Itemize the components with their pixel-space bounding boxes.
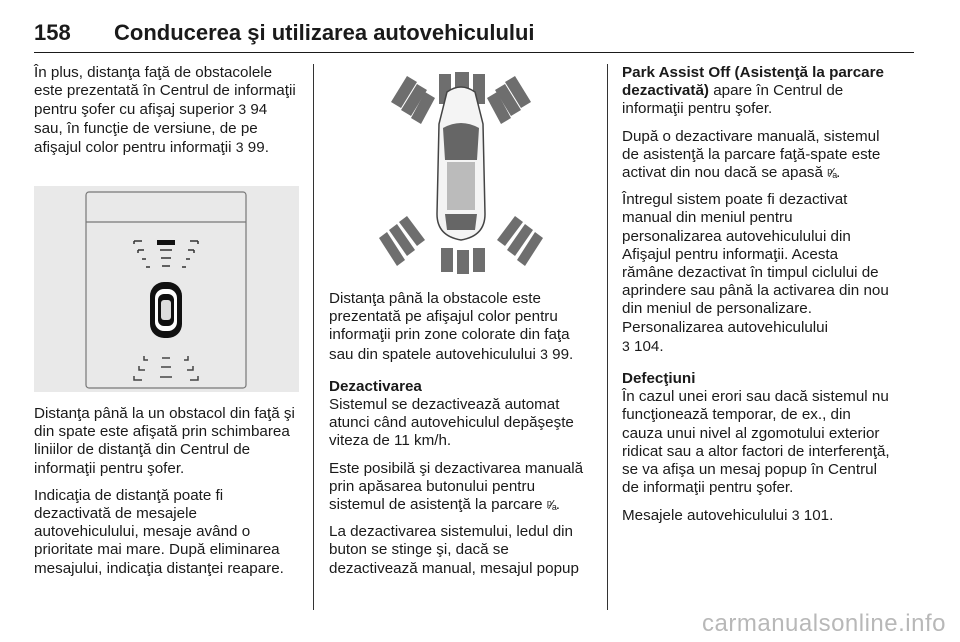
page-ref-icon: 3 [238,101,247,118]
paragraph-color-display: Distanţa până la obstacole este prezentată pe afişajul color pentru informaţii prin zone colorate din faţa sau din spatele autovehiculului 3 99. [329,290,574,363]
paragraph-intro: În plus, distanţa faţă de obstacolele este prezentată în Centrul de informaţii pentru şofer cu afişaj superior 3 94 sau, în funcţie de versiune, de pe afişajul color pentru informaţii 3 99. [34,64,296,156]
message-label: Park Assist Off (Asistenţă la parcare dezactivată) [622,64,884,100]
park-assist-button-icon: ᵖ⁄ₐ [546,497,556,513]
driver-info-display-figure [34,186,299,392]
paragraph-reactivation: După o dezactivare manuală, sistemul de asistenţă la parcare faţă-spate este activat din nou dacă se apasă ᵖ⁄ₐ. [622,127,881,182]
column-3 [622,64,890,535]
paragraph-manual-deactivation: Este posibilă şi dezactivarea manuală prin apăsarea butonului pentru sistemul de asistenţă la parcare ᵖ⁄ₐ. [329,459,584,514]
column-1 [34,64,299,166]
paragraph-vehicle-messages: Mesajele autovehiculului 3 101. [622,507,834,525]
page-header [34,18,914,53]
color-info-display-figure [329,64,594,278]
watermark: carmanualsonline.info [702,610,946,637]
page-number: 158 [34,20,71,45]
section-heading-faults: Defecţiuni [622,370,696,388]
car-icon [150,282,182,338]
paragraph-led-off: La dezactivarea sistemului, ledul din buton se stinge şi, dacă se dezactivează manual, mesajul popup [329,523,579,577]
park-assist-button-icon: ᵖ⁄ₐ [827,165,837,181]
page-ref-link[interactable]: 101. [803,507,834,525]
page-ref-link[interactable]: 94 [250,101,268,119]
page-ref-link[interactable]: 99. [247,138,269,156]
column-divider-1 [313,64,314,610]
chapter-title: Conducerea şi utilizarea autovehiculului [114,20,535,45]
paragraph-distance-indication: Indicaţia de distanţă poate fi dezactivată de mesajele autovehiculului, mesaje având o prioritate mai mare. După eliminarea mesajului, indicaţia distanţei reapare. [34,486,284,577]
page-ref-icon: 3 [540,345,548,362]
column-2 [329,290,594,587]
page-ref-icon: 3 [791,507,800,524]
column-divider-2 [607,64,608,610]
page-ref-link[interactable]: 99. [552,345,574,363]
paragraph-faults: În cazul unei erori sau dacă sistemul nu funcţionează temporar, de ex., din cauza unui nivel al zgomotului exterior ridicat sau a altor factori de interferenţă, se va afişa un mesaj popup în Centrul de informaţii pentru şofer. [622,388,890,497]
page-ref-icon: 3 [622,337,630,354]
paragraph-personalisation: Întregul sistem poate fi dezactivat manual din meniul pentru personalizarea autovehiculului din Afişajul pentru informaţii. Acesta rămâne dezactivat în timpul ciclului de aprindere sau până la activarea din nou din meniul de personalizare. Personalizarea autovehiculului 3 104. [622,191,889,355]
paragraph-park-assist-off: Park Assist Off (Asistenţă la parcare dezactivată) apare în Centrul de informaţii pentru şofer. [622,64,884,118]
car-top-icon [437,87,485,240]
page-ref-link[interactable]: 104. [634,337,664,355]
figure-caption: Distanţa până la un obstacol din faţă şi din spate este afişată prin schimbarea liniilor de distanţă din Centrul de informaţii pentru şofer. [34,405,295,477]
column-1-lower [34,405,299,587]
paragraph-auto-deactivation: Sistemul se dezactivează automat atunci când autovehiculul depăşeşte viteza de 11 km/h. [329,396,574,450]
page-ref-icon: 3 [235,138,244,155]
section-heading-deactivation: Dezactivarea [329,377,422,395]
